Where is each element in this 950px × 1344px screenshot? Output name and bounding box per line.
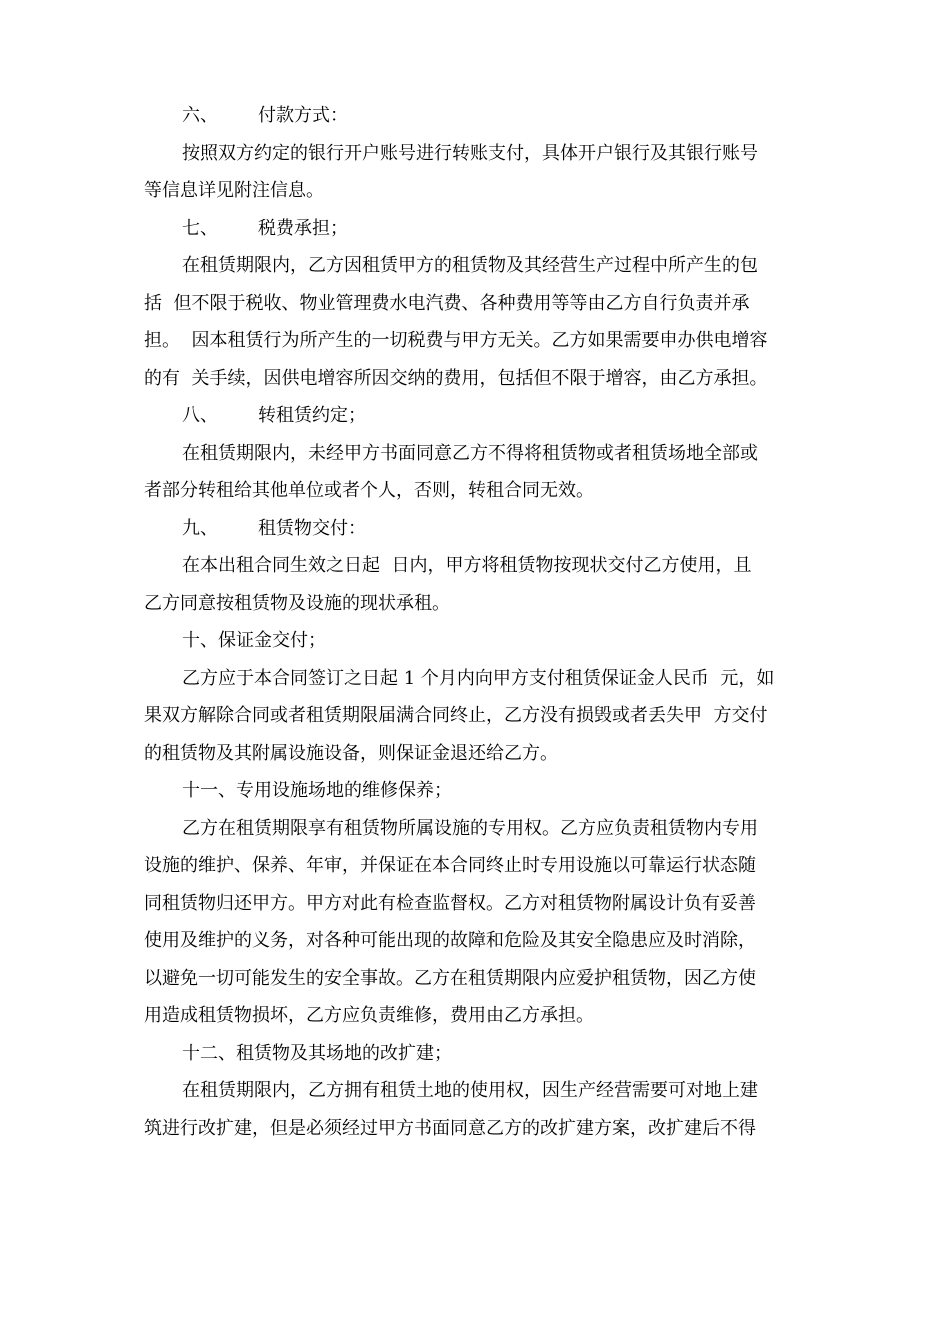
paragraph-line: 筑进行改扩建，但是必须经过甲方书面同意乙方的改扩建方案，改扩建后不得 [144, 1118, 756, 1139]
paragraph-line: 在租赁期限内，未经甲方书面同意乙方不得将租赁物或者租赁场地全部或 [182, 443, 758, 464]
section-number: 六、 [182, 105, 218, 126]
paragraph-line: 同租赁物归还甲方。甲方对此有检查监督权。乙方对租赁物附属设计负有妥善 [144, 893, 756, 914]
section-heading-12: 十二、租赁物及其场地的改扩建； [182, 1043, 452, 1064]
paragraph-line: 等信息详见附注信息。 [144, 180, 324, 201]
paragraph-line: 使用及维护的义务，对各种可能出现的故障和危险及其安全隐患应及时消除， [144, 930, 756, 951]
section-title: 付款方式： [258, 105, 348, 126]
section-title: 税费承担； [258, 218, 348, 239]
paragraph-line: 乙方应于本合同签订之日起 1 个月内向甲方支付租赁保证金人民币 元，如 [182, 668, 775, 689]
paragraph-line: 设施的维护、保养、年审，并保证在本合同终止时专用设施以可靠运行状态随 [144, 855, 756, 876]
section-heading-6 [182, 104, 348, 128]
paragraph-line: 的有 关手续，因供电增容所因交纳的费用，包括但不限于增容，由乙方承担。 [144, 368, 768, 389]
section-number: 八、 [182, 405, 218, 426]
paragraph-line: 按照双方约定的银行开户账号进行转账支付，具体开户银行及其银行账号 [182, 143, 758, 164]
paragraph-line: 在本出租合同生效之日起 日内，甲方将租赁物按现状交付乙方使用，且 [182, 555, 752, 576]
paragraph-line: 的租赁物及其附属设施设备，则保证金退还给乙方。 [144, 743, 558, 764]
paragraph-line: 乙方在租赁期限享有租赁物所属设施的专用权。乙方应负责租赁物内专用 [182, 818, 758, 839]
section-heading-11: 十一、专用设施场地的维修保养； [182, 780, 452, 801]
paragraph-line: 括 但不限于税收、物业管理费水电汽费、各种费用等等由乙方自行负责并承 [144, 293, 750, 314]
section-title: 租赁物交付： [258, 518, 366, 539]
paragraph-line: 担。 因本租赁行为所产生的一切税费与甲方无关。乙方如果需要申办供电增容 [144, 330, 768, 351]
section-title: 转租赁约定； [258, 405, 366, 426]
section-heading-9 [182, 517, 366, 541]
paragraph-line: 在租赁期限内，乙方因租赁甲方的租赁物及其经营生产过程中所产生的包 [182, 255, 758, 276]
section-heading-8 [182, 404, 366, 428]
paragraph-line: 果双方解除合同或者租赁期限届满合同终止，乙方没有损毁或者丢失甲 方交付 [144, 705, 768, 726]
section-number: 九、 [182, 518, 218, 539]
paragraph-line: 在租赁期限内，乙方拥有租赁土地的使用权，因生产经营需要可对地上建 [182, 1080, 758, 1101]
section-number: 七、 [182, 218, 218, 239]
paragraph-line: 者部分转租给其他单位或者个人，否则，转租合同无效。 [144, 480, 594, 501]
section-heading-7 [182, 217, 348, 241]
paragraph-line: 以避免一切可能发生的安全事故。乙方在租赁期限内应爱护租赁物，因乙方使 [144, 968, 756, 989]
section-heading-10: 十、保证金交付； [182, 630, 326, 651]
paragraph-line: 乙方同意按租赁物及设施的现状承租。 [144, 593, 450, 614]
paragraph-line: 用造成租赁物损坏，乙方应负责维修，费用由乙方承担。 [144, 1005, 594, 1026]
